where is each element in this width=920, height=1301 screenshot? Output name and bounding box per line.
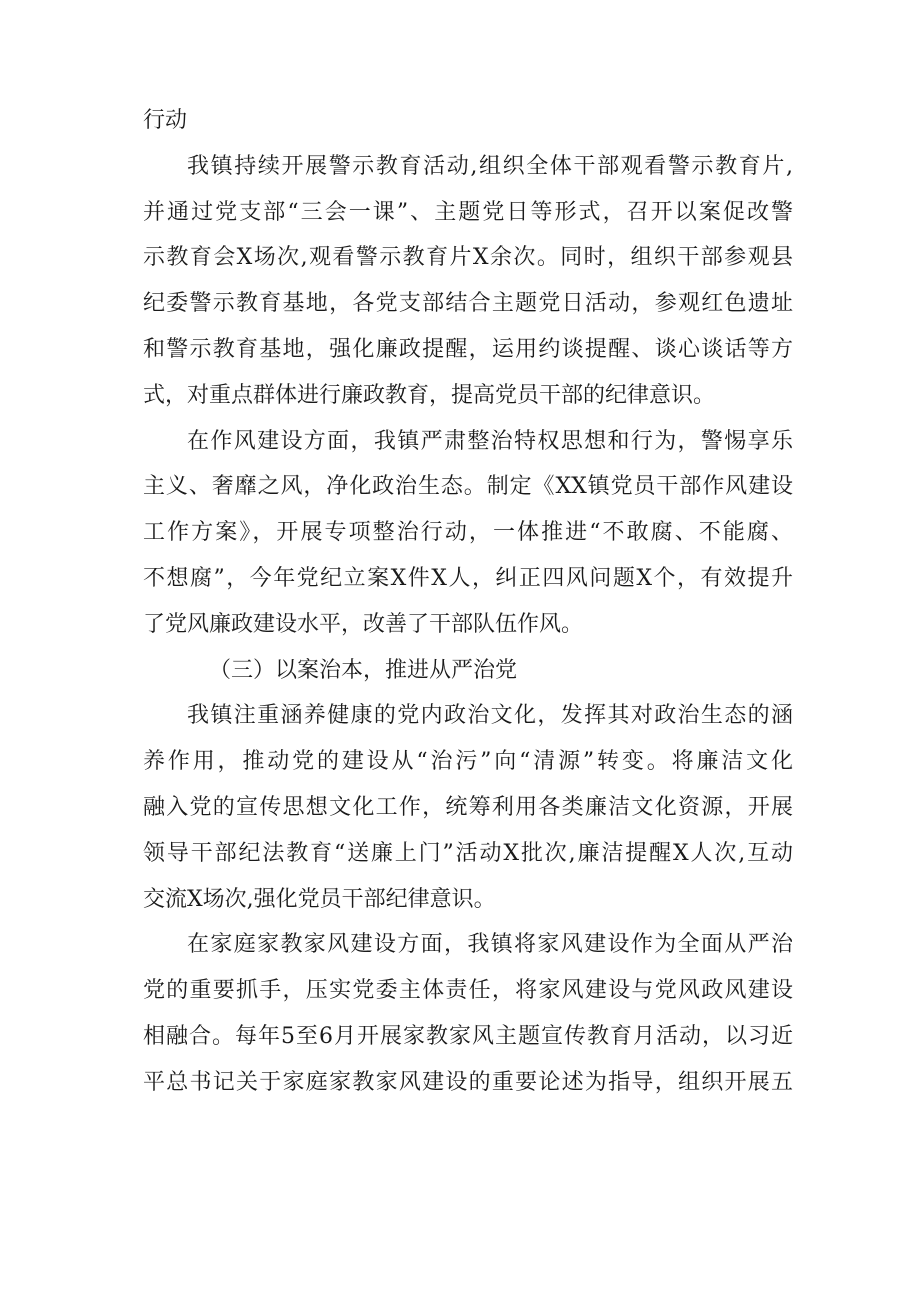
text-line: 平总书记关于家庭家教家风建设的重要论述为指导，组织开展五 bbox=[143, 1069, 793, 1095]
text-line: 行动 bbox=[143, 108, 188, 133]
paragraph-first-line: 在家庭家教家风建设方面，我镇将家风建设作为全面从严治 bbox=[187, 932, 793, 958]
paragraph-first-line: 我镇注重涵养健康的党内政治文化，发挥其对政治生态的涵 bbox=[187, 703, 793, 729]
text-line: 相融合。每年5至6月开展家教家风主题宣传教育月活动，以习近 bbox=[143, 1023, 793, 1049]
text-line: 示教育会X场次,观看警示教育片X余次。同时，组织干部参观县 bbox=[143, 245, 793, 271]
text-line: 融入党的宣传思想文化工作，统筹利用各类廉洁文化资源，开展 bbox=[143, 794, 793, 820]
document-body bbox=[143, 98, 793, 1106]
text-line: 领导干部纪法教育“送廉上门”活动X批次,廉洁提醒X人次,互动 bbox=[143, 840, 793, 866]
text-line: 不想腐”，今年党纪立案X件X人，纠正四风问题X个，有效提升 bbox=[143, 565, 793, 591]
text-line: 式，对重点群体进行廉政教育，提高党员干部的纪律意识。 bbox=[143, 382, 716, 408]
text-line: 党的重要抓手，压实党委主体责任，将家风建设与党风政风建设 bbox=[143, 978, 793, 1004]
text-line: 交流X场次,强化党员干部纪律意识。 bbox=[143, 886, 496, 912]
text-line: 了党风廉政建设水平，改善了干部队伍作风。 bbox=[143, 611, 584, 637]
paragraph-first-line: 我镇持续开展警示教育活动,组织全体干部观看警示教育片, bbox=[187, 153, 793, 179]
text-line: 纪委警示教育基地，各党支部结合主题党日活动，参观红色遗址 bbox=[143, 291, 793, 317]
text-line: 并通过党支部“三会一课”、主题党日等形式，召开以案促改警 bbox=[143, 199, 793, 225]
text-line: 工作方案》，开展专项整治行动，一体推进“不敢腐、不能腐、 bbox=[143, 520, 793, 546]
section-heading: （三）以案治本，推进从严治党 bbox=[209, 657, 518, 683]
text-line: 养作用，推动党的建设从“治污”向“清源”转变。将廉洁文化 bbox=[143, 749, 793, 775]
text-line: 主义、奢靡之风，净化政治生态。制定《XX镇党员干部作风建设 bbox=[143, 474, 793, 500]
paragraph-first-line: 在作风建设方面，我镇严肃整治特权思想和行为，警惕享乐 bbox=[187, 428, 793, 454]
text-line: 和警示教育基地，强化廉政提醒，运用约谈提醒、谈心谈话等方 bbox=[143, 336, 793, 362]
